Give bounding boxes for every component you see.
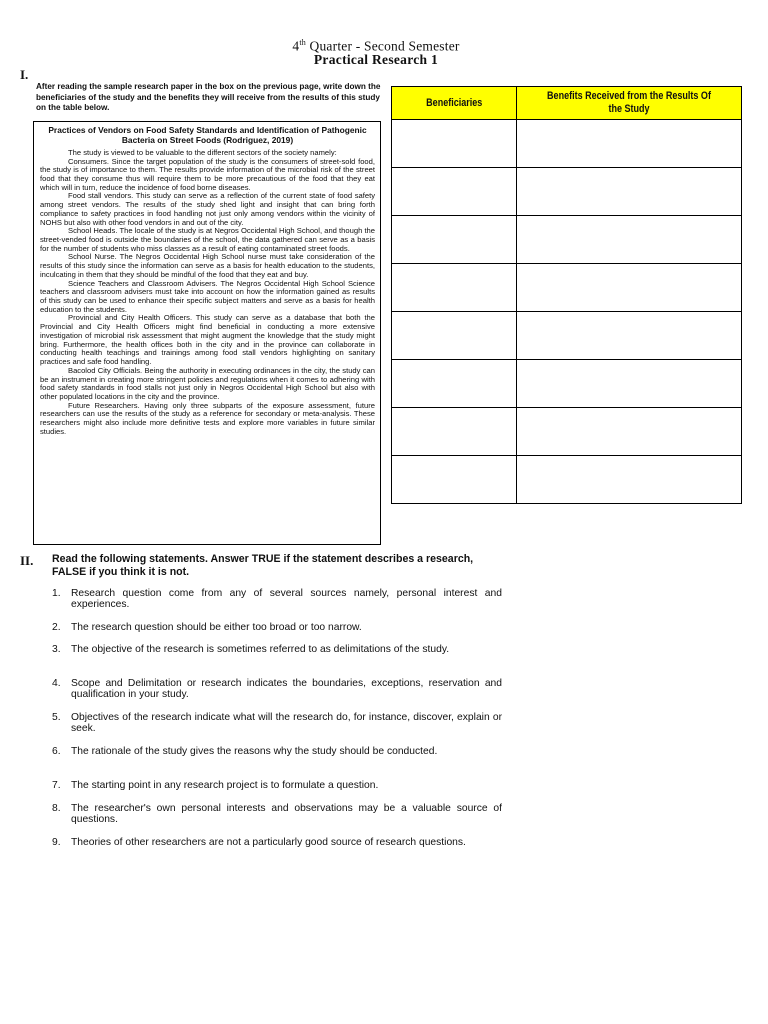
list-item xyxy=(52,622,502,633)
paragraph-school-heads: School Heads. The locale of the study is at Negros Occidental High School, and though the street-vended food is outside the boundaries of the school, the data gathered can serve as a basis for the number of students who miss classes as a result of eating contaminated street foods. xyxy=(40,226,375,253)
subject-title: Practical Research 1 xyxy=(313,52,439,67)
item-text: The rationale of the study gives the reasons why the study should be conducted. xyxy=(71,746,438,757)
sample-research-title: Practices of Vendors on Food Safety Standards and Identification of Pathogenic Bacteria on Street Foods (Rodriguez, 2019) xyxy=(48,125,367,146)
quarter-text: Quarter - Second Semester xyxy=(305,38,460,54)
item-text: Objectives of the research indicate what will the research do, for instance, discover, explain or seek. xyxy=(71,712,502,735)
item-number: 3. xyxy=(52,644,61,655)
item-text: Research question come from any of several sources namely, personal interest and experiences. xyxy=(71,588,502,611)
item-number: 9. xyxy=(52,837,61,848)
paragraph-vendors: Food stall vendors. This study can serve as a reflection of the current state of food safety among street vendors. The results of the study shed light and insight that can bring forth compliance to safety practices in food handling not just only among vendors within the vicinity of NOHS but also with other food vendors in and out of the city. xyxy=(40,191,375,227)
beneficiary-cell[interactable] xyxy=(392,456,517,504)
part2-instruction: Read the following statements. Answer TRUE if the statement describes a research, FALSE if you think it is not. xyxy=(52,553,474,578)
item-text: Theories of other researchers are not a particularly good source of research questions. xyxy=(71,837,466,848)
paragraph-consumers: Consumers. Since the target population of the study is the consumers of street-sold food, the study is of importance to them. The results provide information of the microbial risk of the street food that they consume thus will require them to be more precautious of the food that they eat which will in turn, reduce the incidence of food borne diseases. xyxy=(40,156,375,192)
part1-instruction: After reading the sample research paper in the box on the previous page, write down the beneficiaries of the study and the benefits they will receive from the results of this study on the table below. xyxy=(36,82,381,113)
paragraph-intro: The study is viewed to be valuable to the different sectors of the society namely: xyxy=(68,147,337,157)
benefit-cell[interactable] xyxy=(517,216,742,264)
benefit-cell[interactable] xyxy=(517,360,742,408)
paragraph-health-officers: Provincial and City Health Officers. This study can serve as a database that both the Provincial and City Health Officers might find beneficial in conducting a more extensive investigation of microbial risk assessment that might augment the knowledge that the study might bring. Furthermore, the health offices both in the city and in the province can collaborate in conducting health teachings and trainings among food stall vendors highlighting on sanitary practices and safe food handling. xyxy=(40,313,375,367)
benefit-cell[interactable] xyxy=(517,456,742,504)
item-text: The objective of the research is sometimes referred to as delimitations of the study. xyxy=(71,644,450,655)
paragraph-school-nurse: School Nurse. The Negros Occidental High School nurse must take consideration of the results of this study since the information can serve as a basis for health education to the students, inculcating in them that they should be mindful of the food that they eat and buy. xyxy=(40,252,375,279)
item-number: 7. xyxy=(52,780,61,791)
quarter-number: 4 xyxy=(292,38,300,54)
quarter-ordinal: th xyxy=(299,38,306,47)
benefit-cell[interactable] xyxy=(517,312,742,360)
beneficiaries-table xyxy=(391,86,742,504)
sample-research-body xyxy=(40,149,375,437)
item-number: 1. xyxy=(52,588,61,599)
list-item xyxy=(52,644,502,655)
list-item xyxy=(52,803,502,826)
list-item xyxy=(52,678,502,701)
benefit-cell[interactable] xyxy=(517,120,742,168)
benefit-cell[interactable] xyxy=(517,264,742,312)
item-text: The starting point in any research project is to formulate a question. xyxy=(71,780,379,791)
beneficiary-cell[interactable] xyxy=(392,168,517,216)
beneficiary-cell[interactable] xyxy=(392,360,517,408)
beneficiary-cell[interactable] xyxy=(392,216,517,264)
part2-numeral: II. xyxy=(20,553,34,568)
item-number: 8. xyxy=(52,803,61,814)
paragraph-city-officials: Bacolod City Officials. Being the authority in executing ordinances in the city, the study can be an instrument in creating more stringent policies and regulations when it comes to adhering with food safety standards in food stalls not just only in Negros Occidental High School but also with other populated locations in the city and the province. xyxy=(40,365,375,401)
list-item xyxy=(52,780,502,791)
list-item xyxy=(52,712,502,735)
beneficiary-cell[interactable] xyxy=(392,312,517,360)
list-item xyxy=(52,746,502,757)
item-text: The researcher's own personal interests and observations may be a valuable source of questions. xyxy=(71,803,502,826)
item-text: The research question should be either too broad or too narrow. xyxy=(71,622,362,633)
item-number: 2. xyxy=(52,622,61,633)
list-item xyxy=(52,588,502,611)
beneficiary-cell[interactable] xyxy=(392,264,517,312)
part1-numeral: I. xyxy=(20,67,29,82)
list-item xyxy=(52,837,502,848)
item-number: 4. xyxy=(52,678,61,689)
paragraph-future-researchers: Future Researchers. Having only three subparts of the exposure assessment, future researchers can use the results of the study as a reference for secondary or meta-analysis. These researchers might also include more definitive tests and explore more variables in future similar studies. xyxy=(40,400,375,436)
item-number: 6. xyxy=(52,746,61,757)
sample-research-box xyxy=(33,121,381,545)
beneficiary-cell[interactable] xyxy=(392,120,517,168)
item-number: 5. xyxy=(52,712,61,723)
item-text: Scope and Delimitation or research indicates the boundaries, exceptions, reservation and qualification in your study. xyxy=(71,678,502,701)
beneficiaries-header: Beneficiaries xyxy=(392,87,517,120)
benefits-header: Benefits Received from the Results Of the Study xyxy=(517,87,742,120)
benefit-cell[interactable] xyxy=(517,168,742,216)
beneficiary-cell[interactable] xyxy=(392,408,517,456)
paragraph-teachers: Science Teachers and Classroom Advisers. The Negros Occidental High School Science teachers and classroom advisers must take into account on how the information gained as results of this study can be used to enhance their specific subject matters and serve as a basis for health education to the students. xyxy=(40,278,375,314)
benefit-cell[interactable] xyxy=(517,408,742,456)
